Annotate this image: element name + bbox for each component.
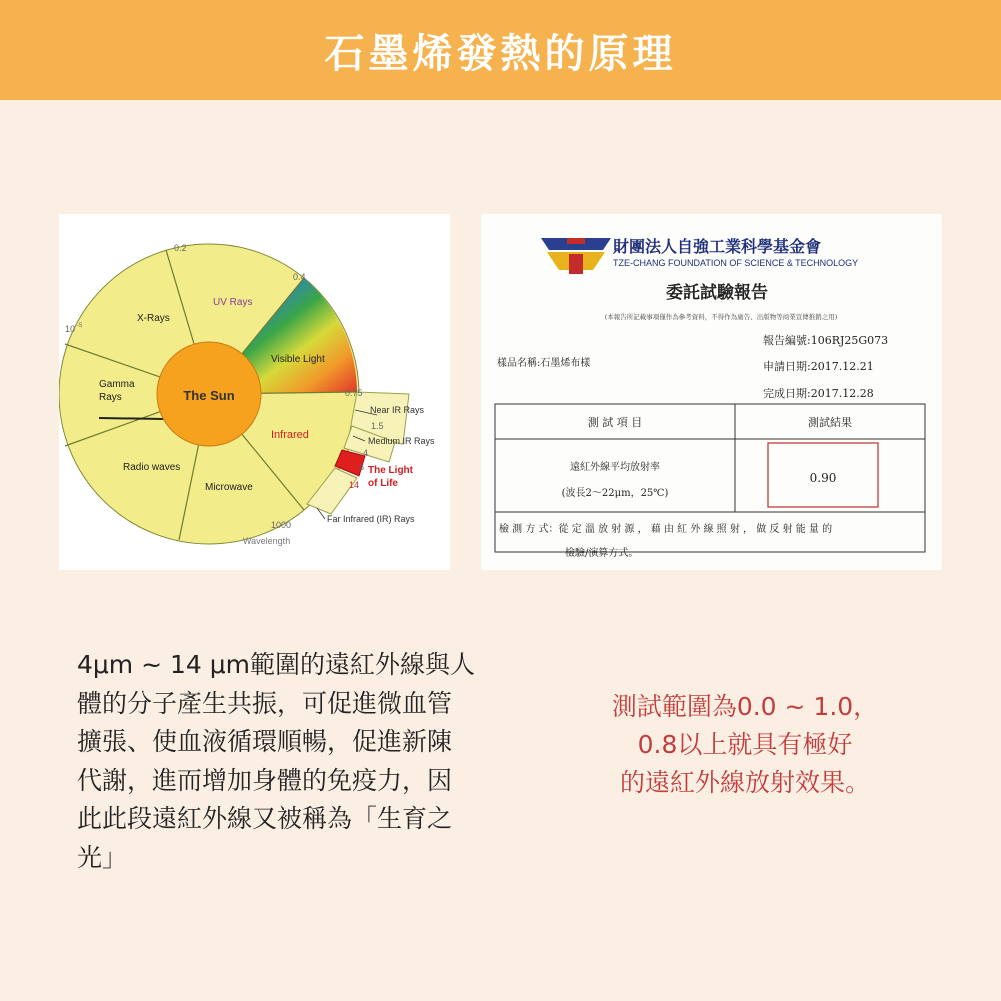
tick-1-5: 1.5	[371, 421, 384, 431]
method-line2: 檢驗/演算方式。	[565, 548, 639, 559]
description-line: 光」	[77, 842, 128, 872]
medium-ir-label: Medium IR Rays	[368, 436, 435, 446]
infrared-label: Infrared	[271, 429, 309, 441]
tick-0-75: 0.75	[345, 388, 363, 398]
wavelength-label: Wavelength	[243, 536, 291, 546]
description-line: 體的分子產生共振，可促進微血管	[77, 688, 453, 718]
note-line: 測試範圍為0.0 ~ 1.0，	[611, 692, 879, 721]
foundation-logo-icon	[541, 238, 611, 274]
tick-10: 10	[65, 324, 76, 334]
range-note	[590, 688, 900, 802]
tick-1000: 1000	[271, 520, 292, 530]
col-test-result: 測試結果	[808, 416, 852, 429]
gamma-label-1: Gamma	[99, 379, 135, 390]
report-title: 委託試驗報告	[666, 283, 768, 303]
sample-name: 樣品名稱:石墨烯布樣	[497, 358, 591, 369]
tick-0-4: 0.4	[293, 272, 306, 282]
light-of-life-label-1: The Light	[368, 465, 413, 476]
description-paragraph	[77, 646, 507, 877]
visible-label: Visible Light	[271, 354, 325, 365]
description-line: 此此段遠紅外線又被稱為「生育之	[77, 804, 453, 833]
description-line: 代謝，進而增加身體的免疫力，因	[77, 765, 453, 795]
report-number: 報告編號:106RJ25G073	[763, 334, 889, 347]
test-item-line2: (波長2～22μm，25℃)	[561, 488, 669, 499]
radio-label: Radio waves	[123, 462, 181, 473]
method-line1: 檢 測 方 式：從 定 溫 放 射 源 ， 藉 由 紅 外 線 照 射 ， 做 反 射 能 量 的	[499, 524, 833, 535]
tick-14: 14	[349, 480, 360, 490]
far-ir-label: Far Infrared (IR) Rays	[327, 514, 415, 524]
org-name-cn: 財團法人自強工業科學基金會	[613, 239, 822, 256]
header-bar	[0, 0, 1001, 100]
sun-label: The Sun	[183, 388, 235, 403]
gamma-label-2: Rays	[99, 392, 122, 403]
page-title: 石墨烯發熱的原理	[324, 30, 677, 77]
tick-6: 6	[359, 462, 365, 472]
test-result-value: 0.90	[809, 471, 837, 485]
note-line: 的遠紅外線放射效果。	[619, 768, 870, 797]
org-name-en: TZE-CHANG FOUNDATION OF SCIENCE & TECHNOLOGY	[613, 258, 859, 268]
description-line: 4μm ~ 14 μm範圍的遠紅外線與人	[77, 650, 476, 679]
finish-date: 完成日期:2017.12.28	[763, 387, 874, 400]
light-of-life-label-2: of Life	[368, 478, 398, 489]
test-item-line1: 遠紅外線平均放射率	[570, 462, 660, 473]
report-disclaimer: (本報告所記載事項僅作為參考資料，不得作為廣告、出版物等商業宣傳推銷之用)	[604, 313, 838, 321]
tick-10-exponent: -5	[77, 323, 83, 329]
xrays-label: X-Rays	[137, 313, 170, 324]
apply-date: 申請日期:2017.12.21	[763, 360, 874, 373]
uv-label: UV Rays	[213, 297, 253, 308]
col-test-item: 測 試 項 目	[587, 416, 643, 429]
tick-4: 4	[363, 448, 369, 458]
test-report	[481, 214, 942, 570]
note-line: 0.8以上就具有極好	[637, 730, 853, 759]
report-document	[481, 214, 942, 570]
spectrum-diagram	[59, 214, 450, 570]
spectrum-wheel	[59, 214, 450, 570]
near-ir-label: Near IR Rays	[370, 405, 425, 415]
tick-0-2: 0.2	[174, 243, 187, 253]
description-line: 擴張、使血液循環順暢，促進新陳	[77, 727, 453, 756]
microwave-label: Microwave	[205, 482, 253, 493]
